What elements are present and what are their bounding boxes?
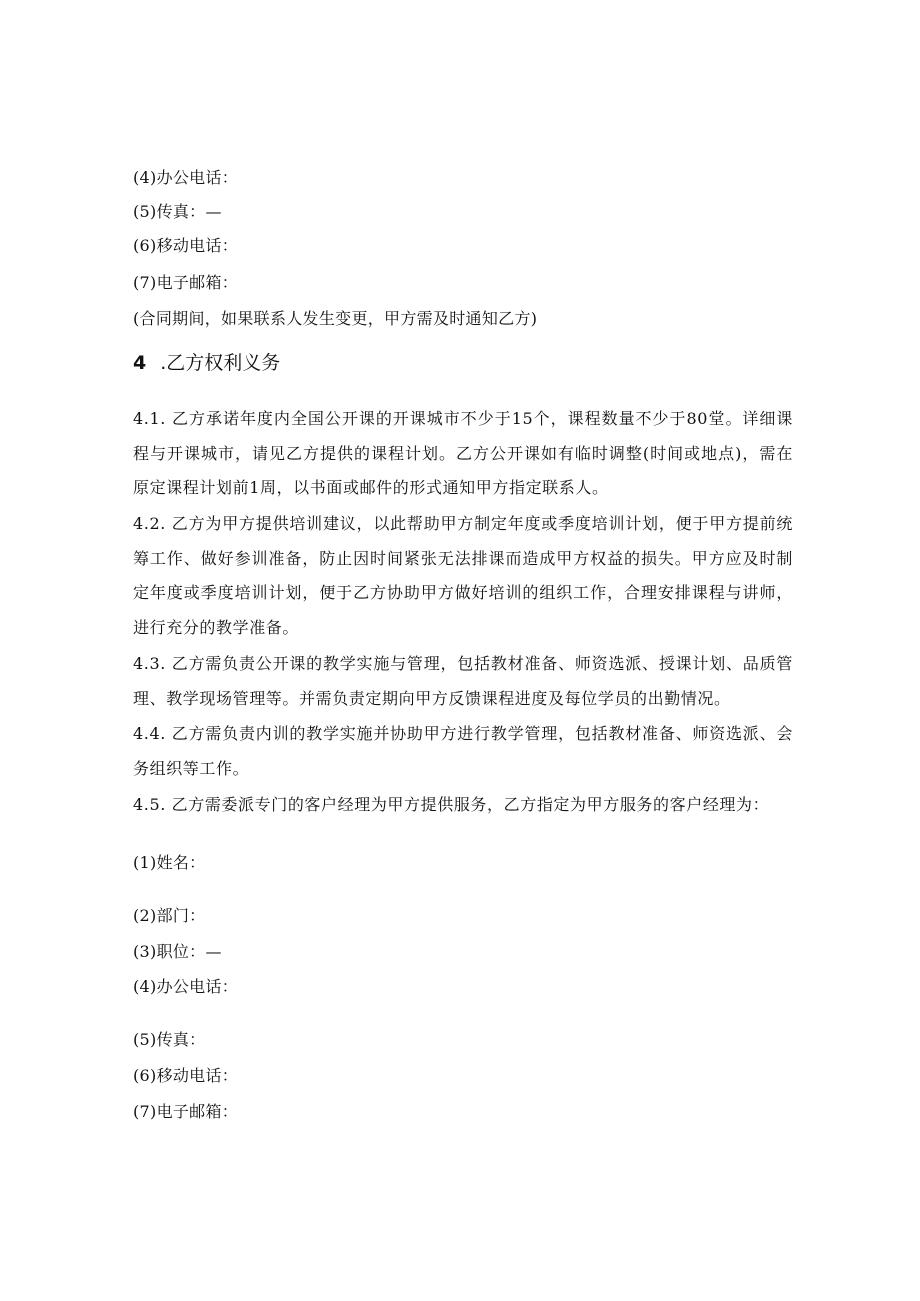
manager-office-phone: (4)办公电话： xyxy=(133,977,239,996)
manager-email: (7)电子邮箱： xyxy=(133,1102,239,1121)
section-title: .乙方权利义务 xyxy=(160,352,281,374)
manager-fax: (5)传真： xyxy=(133,1030,206,1049)
party-a-office-phone: (4)办公电话： xyxy=(133,168,239,187)
section-4-heading xyxy=(133,351,280,375)
manager-position: (3)职位：— xyxy=(133,942,222,961)
contact-change-note: (合同期间，如果联系人发生变更，甲方需及时通知乙方) xyxy=(133,309,538,328)
manager-department: (2)部门： xyxy=(133,906,206,925)
party-a-fax: (5)传真：— xyxy=(133,202,222,221)
clause-4-1: 4.1. 乙方承诺年度内全国公开课的开课城市不少于15个，课程数量不少于80堂。详细课程与开课城市，请见乙方提供的课程计划。乙方公开课如有临时调整(时间或地点)，需在原定课程计划前1周，以书面或邮件的形式通知甲方指定联系人。 xyxy=(133,409,793,497)
clause-4-5: 4.5. 乙方需委派专门的客户经理为甲方提供服务，乙方指定为甲方服务的客户经理为： xyxy=(133,795,770,814)
party-a-email: (7)电子邮箱： xyxy=(133,273,239,292)
clause-4-4: 4.4. 乙方需负责内训的教学实施并协助甲方进行教学管理，包括教材准备、师资选派、会务组织等工作。 xyxy=(133,724,793,778)
clause-4-3: 4.3. 乙方需负责公开课的教学实施与管理，包括教材准备、师资选派、授课计划、品质管理、教学现场管理等。并需负责定期向甲方反馈课程进度及每位学员的出勤情况。 xyxy=(133,654,793,708)
manager-name: (1)姓名： xyxy=(133,853,206,872)
manager-mobile: (6)移动电话： xyxy=(133,1066,239,1085)
clause-4-2: 4.2. 乙方为甲方提供培训建议，以此帮助甲方制定年度或季度培训计划，便于甲方提前统筹工作、做好参训准备，防止因时间紧张无法排课而造成甲方权益的损失。甲方应及时制定年度或季度培训计划，便于乙方协助甲方做好培训的组织工作，合理安排课程与讲师，进行充分的教学准备。 xyxy=(133,514,793,637)
section-number: 4 xyxy=(133,352,147,374)
party-a-mobile: (6)移动电话： xyxy=(133,236,239,255)
